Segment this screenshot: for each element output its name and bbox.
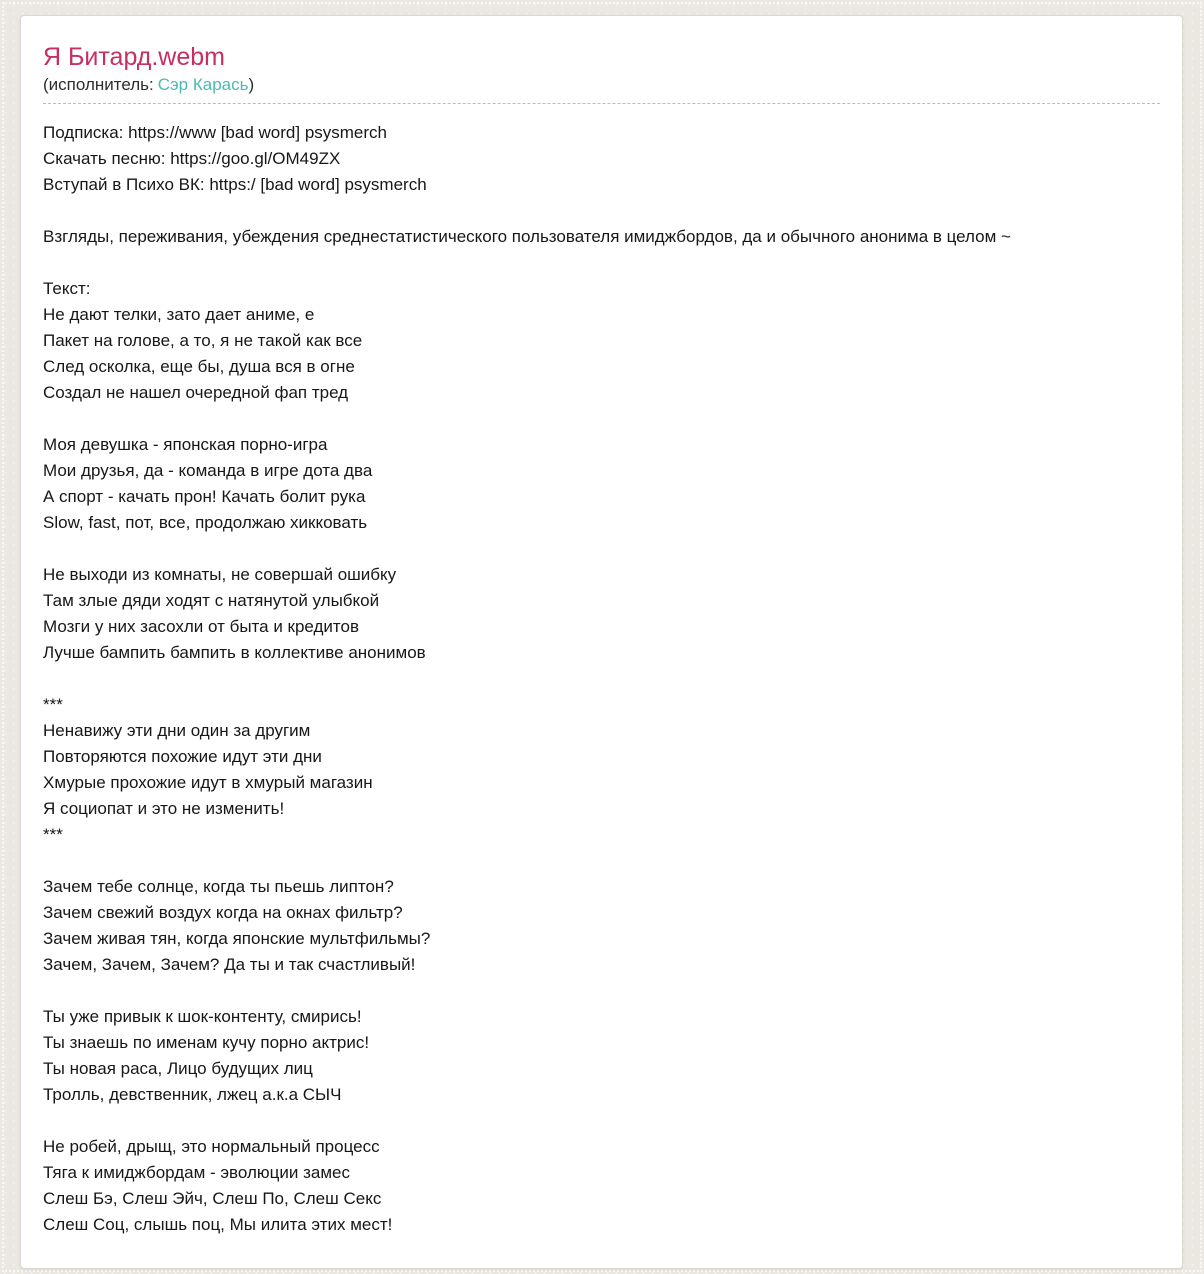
lyric-line bbox=[43, 978, 1160, 1004]
lyric-line: Вступай в Психо ВК: https:/ [bad word] psysmerch bbox=[43, 175, 427, 195]
lyric-line bbox=[43, 250, 1160, 276]
lyric-line: Ненавижу эти дни один за другим bbox=[43, 721, 311, 741]
lyric-line: А спорт - качать прон! Качать болит рука bbox=[43, 487, 366, 507]
lyric-line: *** bbox=[43, 695, 63, 715]
lyrics-text bbox=[43, 120, 1160, 1238]
lyric-line: Слеш Бэ, Слеш Эйч, Слеш По, Слеш Секс bbox=[43, 1189, 382, 1209]
lyric-line: Хмурые прохожие идут в хмурый магазин bbox=[43, 773, 373, 793]
lyric-line bbox=[43, 198, 1160, 224]
lyric-line bbox=[43, 1108, 1160, 1134]
lyric-line: Взгляды, переживания, убеждения среднестатистического пользователя имиджбордов, да и обычного анонима в целом ~ bbox=[43, 227, 1011, 247]
lyric-line: Не выходи из комнаты, не совершай ошибку bbox=[43, 565, 397, 585]
lyric-line: Там злые дяди ходят с натянутой улыбкой bbox=[43, 591, 380, 611]
artist-suffix: ) bbox=[248, 75, 255, 94]
lyric-line: Повторяются похожие идут эти дни bbox=[43, 747, 322, 767]
lyrics-card bbox=[20, 15, 1183, 1269]
lyric-line: Зачем свежий воздух когда на окнах фильтр? bbox=[43, 903, 403, 923]
lyric-line: Ты знаешь по именам кучу порно актрис! bbox=[43, 1033, 370, 1053]
lyric-line: Slow, fast, пот, все, продолжаю хикковать bbox=[43, 513, 368, 533]
lyric-line: Слеш Соц, слышь поц, Мы илита этих мест! bbox=[43, 1215, 393, 1235]
lyric-line bbox=[43, 406, 1160, 432]
lyric-line: Текст: bbox=[43, 279, 91, 299]
lyric-line: Зачем живая тян, когда японские мультфильмы? bbox=[43, 929, 431, 949]
lyric-line: Тролль, девственник, лжец а.к.а СЫЧ bbox=[43, 1085, 342, 1105]
lyric-line: Я социопат и это не изменить! bbox=[43, 799, 285, 819]
lyric-line bbox=[43, 666, 1160, 692]
lyric-line bbox=[43, 536, 1160, 562]
lyric-line: Не робей, дрыщ, это нормальный процесс bbox=[43, 1137, 380, 1157]
song-header bbox=[43, 42, 1160, 104]
lyric-line: *** bbox=[43, 825, 63, 845]
artist-line bbox=[43, 75, 1160, 95]
lyric-line: Скачать песню: https://goo.gl/OM49ZX bbox=[43, 149, 341, 169]
lyric-line: Ты уже привык к шок-контенту, смирись! bbox=[43, 1007, 362, 1027]
lyric-line: Мои друзья, да - команда в игре дота два bbox=[43, 461, 373, 481]
lyric-line: Подписка: https://www [bad word] psysmerch bbox=[43, 123, 388, 143]
lyric-line: Моя девушка - японская порно-игра bbox=[43, 435, 328, 455]
lyric-line bbox=[43, 848, 1160, 874]
lyric-line: Лучше бампить бампить в коллективе анонимов bbox=[43, 643, 426, 663]
lyric-line: Зачем, Зачем, Зачем? Да ты и так счастливый! bbox=[43, 955, 416, 975]
lyric-line: Пакет на голове, а то, я не такой как все bbox=[43, 331, 363, 351]
song-title: Я Битард.webm bbox=[43, 43, 225, 71]
artist-label: (исполнитель: bbox=[43, 75, 154, 94]
lyric-line: Ты новая раса, Лицо будущих лиц bbox=[43, 1059, 313, 1079]
lyric-line: Тяга к имиджбордам - эволюции замес bbox=[43, 1163, 350, 1183]
lyric-line: Создал не нашел очередной фап тред bbox=[43, 383, 349, 403]
lyric-line: Не дают телки, зато дает аниме, е bbox=[43, 305, 315, 325]
artist-link[interactable]: Сэр Карась bbox=[157, 75, 249, 94]
lyric-line: Зачем тебе солнце, когда ты пьешь липтон? bbox=[43, 877, 394, 897]
lyric-line: След осколка, еще бы, душа вся в огне bbox=[43, 357, 355, 377]
lyric-line: Мозги у них засохли от быта и кредитов bbox=[43, 617, 360, 637]
